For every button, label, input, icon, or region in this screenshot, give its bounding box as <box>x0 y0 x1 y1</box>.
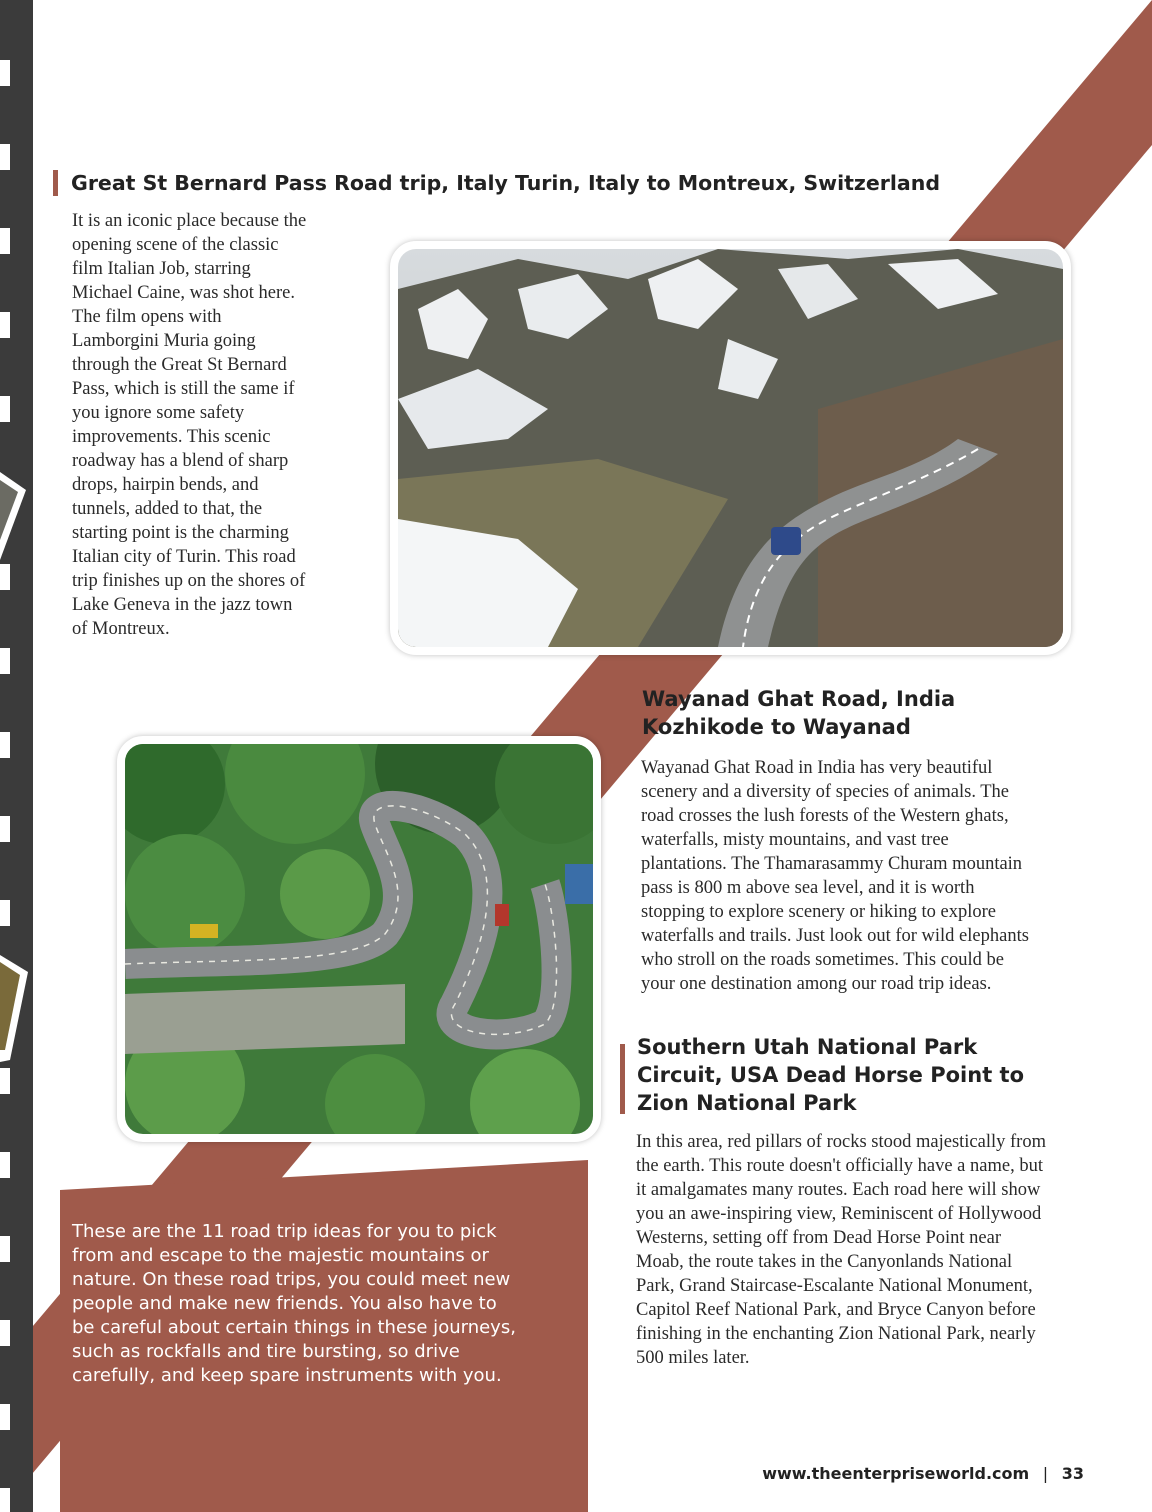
sprocket-hole <box>0 648 10 674</box>
heading-line: Zion National Park <box>637 1091 857 1115</box>
body-line: pass is 800 m above sea level, and it is worth <box>641 878 975 898</box>
heading-line: Circuit, USA Dead Horse Point to <box>637 1063 1025 1087</box>
page-number: 33 <box>1061 1464 1084 1483</box>
sprocket-hole <box>0 144 10 170</box>
body-line: The film opens with <box>72 307 222 327</box>
sprocket-hole <box>0 1068 10 1094</box>
sprocket-hole <box>0 1236 10 1262</box>
body-line: waterfalls and trails. Just look out for wild elephants <box>641 926 1029 946</box>
footer-separator: | <box>1042 1464 1049 1483</box>
body-line: of Montreux. <box>72 619 170 639</box>
body-line: 500 miles later. <box>636 1348 750 1368</box>
closing-line: from and escape to the majestic mountains or <box>72 1245 489 1266</box>
sprocket-hole <box>0 60 10 86</box>
closing-line: These are the 11 road trip ideas for you to pick <box>72 1221 497 1242</box>
body-line: Lake Geneva in the jazz town <box>72 595 293 615</box>
body-line: you ignore some safety <box>72 403 245 423</box>
closing-line: nature. On these road trips, you could meet new <box>72 1269 511 1290</box>
body-line: Moab, the route takes in the Canyonlands National <box>636 1252 1013 1272</box>
body-line: your one destination among our road trip ideas. <box>641 974 992 994</box>
body-line: it amalgamates many routes. Each road here will show <box>636 1180 1041 1200</box>
body-line: roadway has a blend of sharp <box>72 451 289 471</box>
sprocket-hole <box>0 1488 10 1512</box>
body-line: Pass, which is still the same if <box>72 379 295 399</box>
footer-url[interactable]: www.theenterpriseworld.com <box>762 1464 1030 1483</box>
body-line: Westerns, setting off from Dead Horse Point near <box>636 1228 1001 1248</box>
body-line: the earth. This route doesn't officially have a name, but <box>636 1156 1043 1176</box>
section-1-body <box>72 209 372 641</box>
sprocket-hole <box>0 1320 10 1346</box>
body-line: Park, Grand Staircase-Escalante National Monument, <box>636 1276 1033 1296</box>
body-line: Lamborgini Muria going <box>72 331 256 351</box>
body-line: improvements. This scenic <box>72 427 271 447</box>
section-2-heading <box>642 685 955 741</box>
body-line: who stroll on the roads sometimes. This could be <box>641 950 1004 970</box>
section-3-body <box>636 1130 1096 1370</box>
body-line: Capitol Reef National Park, and Bryce Canyon before <box>636 1300 1036 1320</box>
section-2-heading-bar <box>620 697 625 725</box>
body-line: through the Great St Bernard <box>72 355 287 375</box>
body-line: Italian city of Turin. This road <box>72 547 296 567</box>
sprocket-hole <box>0 900 10 926</box>
body-line: It is an iconic place because the <box>72 211 307 231</box>
body-line: scenery and a diversity of species of animals. The <box>641 782 1009 802</box>
body-line: stopping to explore scenery or hiking to explore <box>641 902 997 922</box>
sprocket-hole <box>0 228 10 254</box>
body-line: finishing in the enchanting Zion National Park, nearly <box>636 1324 1036 1344</box>
body-line: drops, hairpin bends, and <box>72 475 259 495</box>
mountain-pass-photo <box>390 241 1071 655</box>
sprocket-hole <box>0 564 10 590</box>
body-line: you an awe-inspiring view, Reminiscent of Hollywood <box>636 1204 1042 1224</box>
heading-line: Wayanad Ghat Road, India <box>642 687 956 711</box>
sprocket-hole <box>0 732 10 758</box>
heading-line: Southern Utah National Park <box>637 1035 978 1059</box>
section-3-heading <box>637 1033 1024 1117</box>
body-line: In this area, red pillars of rocks stood majestically from <box>636 1132 1046 1152</box>
sprocket-hole <box>0 396 10 422</box>
closing-line: be careful about certain things in these journeys, <box>72 1317 516 1338</box>
closing-line: people and make new friends. You also have to <box>72 1293 497 1314</box>
sprocket-hole <box>0 1152 10 1178</box>
closing-line: carefully, and keep spare instruments with you. <box>72 1365 502 1386</box>
body-line: road crosses the lush forests of the Western ghats, <box>641 806 1009 826</box>
section-1-heading: Great St Bernard Pass Road trip, Italy Turin, Italy to Montreux, Switzerland <box>71 171 941 195</box>
sprocket-hole <box>0 1404 10 1430</box>
section-1-heading-bar <box>53 170 58 196</box>
page-footer <box>762 1464 1084 1483</box>
sprocket-hole <box>0 816 10 842</box>
body-line: Wayanad Ghat Road in India has very beautiful <box>641 758 993 778</box>
body-line: Michael Caine, was shot here. <box>72 283 295 303</box>
section-3-heading-bar <box>620 1044 625 1114</box>
closing-line: such as rockfalls and tire bursting, so drive <box>72 1341 460 1362</box>
body-line: opening scene of the classic <box>72 235 279 255</box>
body-line: tunnels, added to that, the <box>72 499 263 519</box>
body-line: waterfalls, misty mountains, and vast tree <box>641 830 949 850</box>
body-line: film Italian Job, starring <box>72 259 251 279</box>
body-line: plantations. The Thamarasammy Churam mountain <box>641 854 1023 874</box>
sprocket-hole <box>0 312 10 338</box>
hairpin-road-photo <box>117 736 601 1142</box>
body-line: trip finishes up on the shores of <box>72 571 306 591</box>
heading-line: Kozhikode to Wayanad <box>642 715 911 739</box>
section-2-body <box>641 756 1081 996</box>
body-line: starting point is the charming <box>72 523 289 543</box>
closing-paragraph <box>72 1220 572 1388</box>
